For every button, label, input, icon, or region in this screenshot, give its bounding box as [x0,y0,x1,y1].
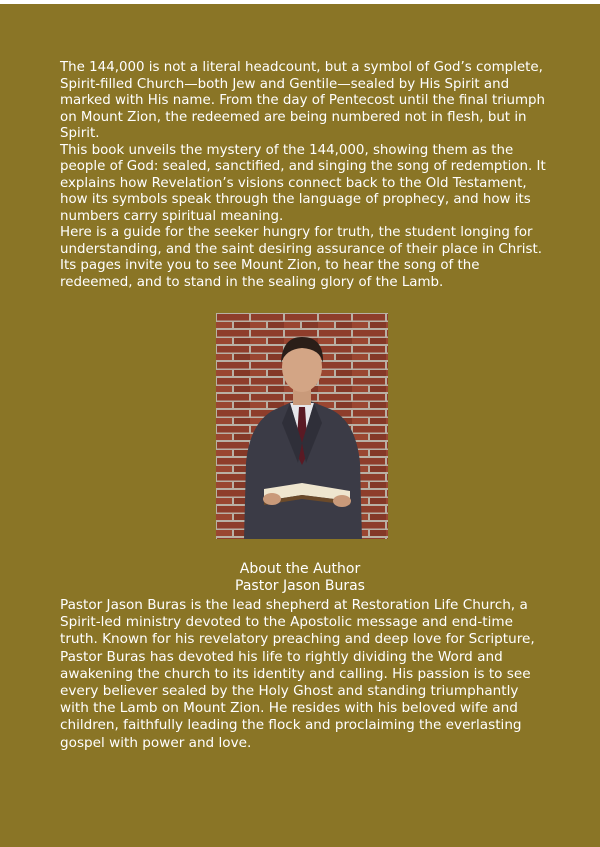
blurb-paragraph: The 144,000 is not a literal headcount, but a symbol of God’s complete, Spirit-filled Church—both Jew and Gentile—sealed by His Spirit and marked with His name. From the day of Pentecost until the final triumph on Mount Zion, the redeemed are being numbered not in flesh, but in Spirit. [60,60,546,141]
back-cover-blurb [60,60,546,291]
blurb-paragraph: This book unveils the mystery of the 144,000, showing them as the people of God: sealed, sanctified, and singing the song of redemption. It explains how Revelation’s visions connect back to the Old Testament, how its symbols speak through the language of prophecy, and how its numbers carry spiritual meaning. [60,142,546,224]
top-border [0,0,600,4]
author-portrait-illustration [216,313,388,539]
about-author-heading: About the Author [239,561,361,577]
author-bio: Pastor Jason Buras is the lead shepherd at Restoration Life Church, a Spirit-led ministry devoted to the Apostolic message and end-time truth. Known for his revelatory preaching and deep love for Scripture, Pastor Buras has devoted his life to rightly dividing the Word and awakening the church to its identity and calling. His passion is to see every believer sealed by the Holy Ghost and standing triumphantly with the Lamb on Mount Zion. He resides with his beloved wife and children, faithfully leading the flock and proclaiming the everlasting gospel with power and love. [60,597,535,751]
author-name: Pastor Jason Buras [235,578,365,594]
author-photo [216,313,388,539]
blurb-paragraph: Here is a guide for the seeker hungry for truth, the student longing for understanding, and the saint desiring assurance of their place in Christ. Its pages invite you to see Mount Zion, to hear the song of the redeemed, and to stand in the sealing glory of the Lamb. [60,225,542,290]
